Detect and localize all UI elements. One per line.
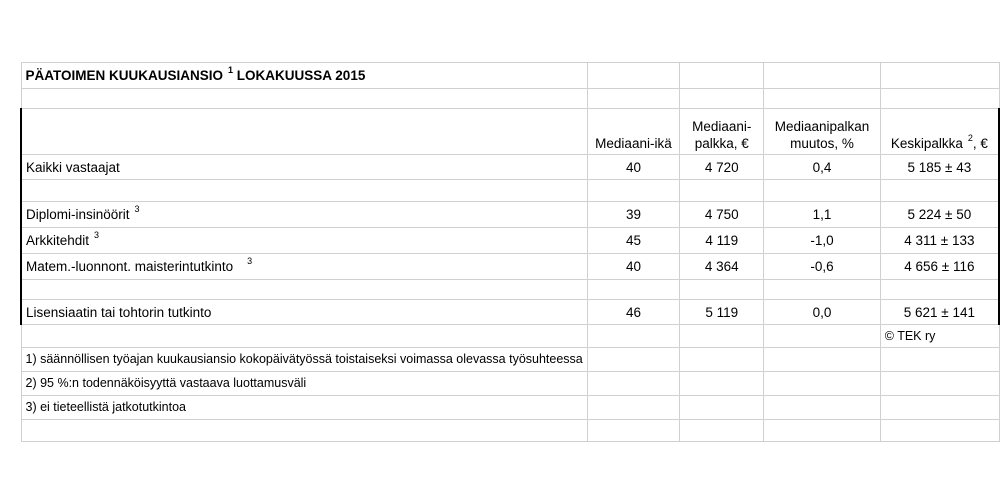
empty-cell [587,396,679,420]
copyright-text: © TEK ry [880,325,999,348]
row-median: 4 750 [680,202,764,228]
footnote-2: 2) 95 %:n todennäköisyyttä vastaava luottamusväli [21,372,587,396]
row-mean: 5 224 ± 50 [880,202,999,228]
row-footnote-ref: 3 [94,229,100,240]
empty-cell [880,180,999,202]
row-change: 0,4 [764,155,880,180]
row-label [21,228,587,254]
empty-cell [764,420,880,442]
empty-cell [880,63,999,89]
empty-cell [880,420,999,442]
table-row [21,228,999,254]
empty-cell [587,89,679,109]
empty-cell [880,396,999,420]
header-median-change-line1: Mediaanipalkan [774,119,870,134]
empty-cell [21,280,587,300]
header-median-age: Mediaani-ikä [587,109,679,155]
footnote-row [21,348,999,372]
empty-cell [587,372,679,396]
row-change: -1,0 [764,228,880,254]
empty-cell [21,180,587,202]
header-mean-salary [880,109,999,155]
empty-cell [764,372,880,396]
empty-cell [880,280,999,300]
row-mean: 4 311 ± 133 [880,228,999,254]
row-median: 4 720 [680,155,764,180]
header-mean-salary-footnote-ref: 2 [967,132,973,143]
empty-cell [764,396,880,420]
empty-cell [587,280,679,300]
row-label-text: Diplomi-insinöörit [26,207,130,222]
spacer-row [21,180,999,202]
row-age: 39 [587,202,679,228]
row-median: 5 119 [680,300,764,325]
header-mean-salary-text: Keskipalkka [890,136,963,151]
table-row [21,155,999,180]
row-age: 40 [587,155,679,180]
row-label-text: Kaikki vastaajat [26,159,120,175]
spacer-row [21,420,999,442]
row-label-text: Arkkitehdit [26,233,90,248]
empty-cell [587,325,679,348]
empty-cell [680,372,764,396]
header-median-salary-line1: Mediaani- [692,119,752,134]
title-footnote-ref: 1 [228,64,234,75]
empty-cell [21,89,587,109]
salary-table [20,62,1000,442]
empty-cell [764,348,880,372]
table-row [21,254,999,280]
spacer-row [21,280,999,300]
empty-cell [680,348,764,372]
row-age: 40 [587,254,679,280]
empty-cell [680,63,764,89]
row-label [21,202,587,228]
empty-cell [764,280,880,300]
title-text-suffix: LOKAKUUSSA 2015 [236,68,366,83]
empty-cell [680,89,764,109]
row-age: 45 [587,228,679,254]
row-median: 4 119 [680,228,764,254]
table-title [21,63,587,89]
header-median-change-line2: muutos, % [790,136,854,151]
footnote-row [21,372,999,396]
empty-cell [880,89,999,109]
table-row [21,300,999,325]
row-change: 0,0 [764,300,880,325]
header-median-salary-line2: palkka, € [694,136,749,151]
empty-cell [587,63,679,89]
row-change: -0,6 [764,254,880,280]
header-mean-salary-unit: , € [972,136,988,151]
row-mean: 5 185 ± 43 [880,155,999,180]
header-median-salary [680,109,764,155]
row-label [21,254,587,280]
footnote-1: 1) säännöllisen työajan kuukausiansio kokopäivätyössä toistaiseksi voimassa olevassa työsuhteessa [21,348,587,372]
row-label [21,300,587,325]
empty-cell [764,63,880,89]
row-change: 1,1 [764,202,880,228]
title-text: PÄATOIMEN KUUKAUSIANSIO [25,68,224,83]
header-median-change [764,109,880,155]
spacer-row [21,89,999,109]
empty-cell [680,396,764,420]
footnote-row [21,396,999,420]
header-row [21,109,999,155]
row-footnote-ref: 3 [247,255,253,266]
empty-cell [764,325,880,348]
empty-cell [21,420,587,442]
row-label-text: Matem.-luonnont. maisterintutkinto [26,259,234,274]
row-mean: 4 656 ± 116 [880,254,999,280]
row-median: 4 364 [680,254,764,280]
empty-cell [587,348,679,372]
copyright-row [21,325,999,348]
table-row [21,202,999,228]
empty-cell [764,180,880,202]
row-age: 46 [587,300,679,325]
empty-cell [587,180,679,202]
row-footnote-ref: 3 [134,203,140,214]
empty-cell [764,89,880,109]
empty-cell [880,348,999,372]
empty-cell [680,180,764,202]
title-row [21,63,999,89]
header-label-cell [21,109,587,155]
empty-cell [587,420,679,442]
empty-cell [680,280,764,300]
empty-cell [880,372,999,396]
row-label-text: Lisensiaatin tai tohtorin tutkinto [26,304,212,320]
footnote-3: 3) ei tieteellistä jatkotutkintoa [21,396,587,420]
empty-cell [21,325,587,348]
empty-cell [680,420,764,442]
row-label [21,155,587,180]
empty-cell [680,325,764,348]
row-mean: 5 621 ± 141 [880,300,999,325]
